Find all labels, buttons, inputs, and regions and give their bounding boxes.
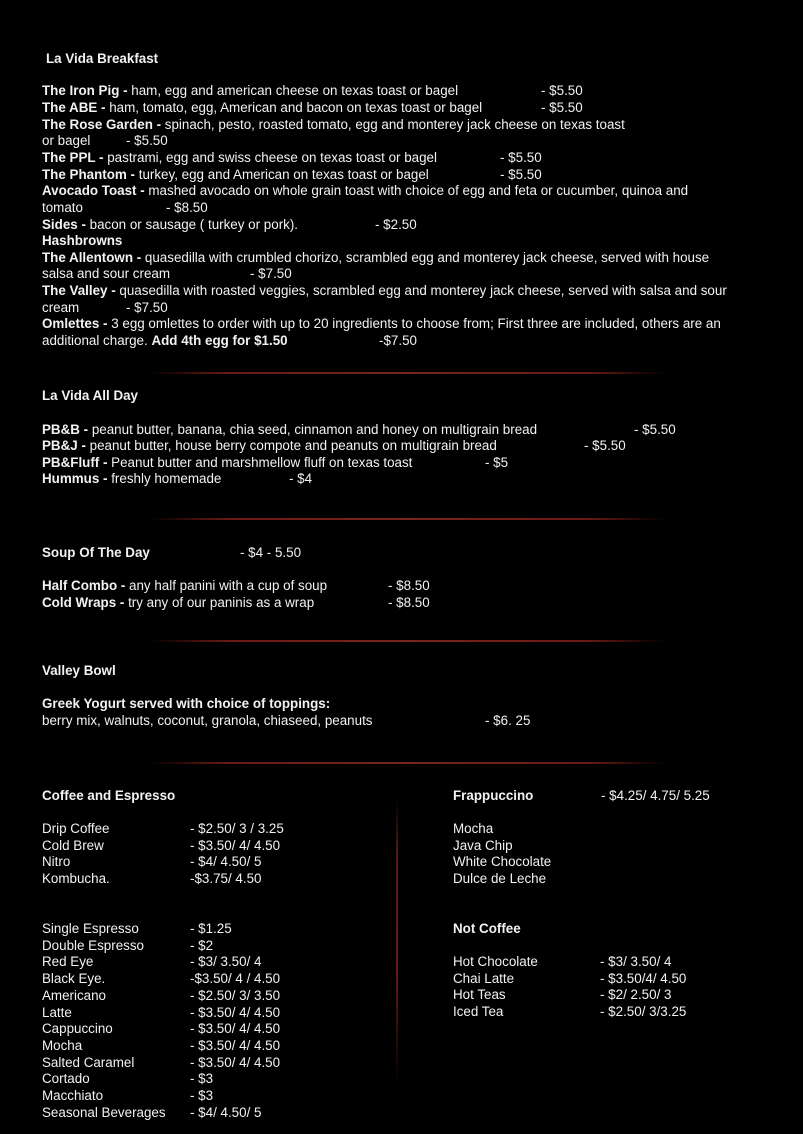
- drink-name: White Chocolate: [453, 854, 552, 870]
- drink-price: - $3: [190, 1071, 214, 1087]
- soup-price: - $4 - 5.50: [240, 545, 302, 560]
- frappuccino-price: - $4.25/ 4.75/ 5.25: [601, 788, 710, 803]
- drink-price: - $3.50/ 4/ 4.50: [190, 1037, 281, 1053]
- drink-price: - $2: [190, 937, 214, 953]
- menu-item: The Phantom - turkey, egg and American on texas toast or bagel - $5.50: [42, 167, 542, 182]
- allday-title: La Vida All Day: [42, 388, 139, 403]
- drink-name: Cold Brew: [42, 837, 104, 853]
- drink-price: - $3/ 3.50/ 4: [600, 954, 672, 969]
- drink-price: - $2/ 2.50/ 3: [600, 987, 672, 1003]
- menu-item-cont: tomato - $8.50: [42, 200, 208, 215]
- menu-item: The PPL - pastrami, egg and swiss cheese on texas toast or bagel - $5.50: [42, 150, 542, 165]
- menu-item: PB&Fluff - Peanut butter and marshmellow fluff on texas toast - $5: [42, 455, 509, 470]
- drink-price: -$3.75/ 4.50: [190, 871, 262, 887]
- drink-name: Macchiato: [42, 1088, 104, 1103]
- drink-name: Cappuccino: [42, 1021, 113, 1037]
- drink-name: Black Eye.: [42, 971, 106, 987]
- drink-name: Iced Tea: [453, 1004, 504, 1020]
- coffee-title: Coffee and Espresso: [42, 788, 176, 803]
- menu-item-cont: cream - $7.50: [42, 300, 168, 315]
- drink-name: Latte: [42, 1004, 72, 1020]
- drink-name: Kombucha.: [42, 871, 110, 887]
- notcoffee-title: Not Coffee: [453, 921, 521, 936]
- bowl-line2: berry mix, walnuts, coconut, granola, chiaseed, peanuts - $6. 25: [42, 713, 531, 728]
- drink-name: Mocha: [453, 821, 494, 836]
- drink-name: Hot Teas: [453, 987, 506, 1003]
- menu-item: Hashbrowns: [42, 233, 123, 248]
- drink-name: Nitro: [42, 854, 71, 870]
- drink-price: - $1.25: [190, 921, 232, 936]
- menu-item: Hummus - freshly homemade - $4: [42, 471, 313, 486]
- drink-price: - $3.50/4/ 4.50: [600, 970, 687, 986]
- drink-price: - $4/ 4.50/ 5: [190, 854, 262, 870]
- menu-item: The Rose Garden - spinach, pesto, roasted tomato, egg and monterey jack cheese on texas toast: [42, 117, 625, 132]
- drink-name: Cortado: [42, 1071, 90, 1087]
- menu-item-cont: salsa and sour cream - $7.50: [42, 266, 292, 281]
- menu-item: The Valley - quasedilla with roasted veggies, scrambled egg and monterey jack cheese, served with salsa and sour: [42, 283, 727, 298]
- drink-price: - $3.50/ 4/ 4.50: [190, 837, 281, 853]
- drink-price: -$3.50/ 4 / 4.50: [190, 971, 281, 987]
- section-divider: [150, 762, 665, 764]
- soup-header: [42, 545, 302, 562]
- drink-price: - $3/ 3.50/ 4: [190, 954, 262, 970]
- section-divider: [150, 518, 665, 520]
- column-divider: [396, 800, 398, 1085]
- drink-name: Hot Chocolate: [453, 954, 538, 969]
- soup-title: Soup Of The Day: [42, 545, 150, 560]
- drink-price: - $3: [190, 1088, 214, 1103]
- drink-price: - $4/ 4.50/ 5: [190, 1104, 262, 1120]
- drink-name: Drip Coffee: [42, 821, 110, 836]
- section-divider: [150, 372, 665, 374]
- drink-name: Double Espresso: [42, 937, 144, 953]
- drink-name: Mocha: [42, 1037, 83, 1053]
- drink-price: - $2.50/ 3/3.25: [600, 1004, 687, 1020]
- menu-item: Avocado Toast - mashed avocado on whole grain toast with choice of egg and feta or cucumber, quinoa and: [42, 183, 689, 198]
- drink-price: - $3.50/ 4/ 4.50: [190, 1054, 281, 1070]
- menu-item: Half Combo - any half panini with a cup of soup - $8.50: [42, 578, 430, 593]
- drink-name: Chai Latte: [453, 970, 515, 986]
- drink-name: Dulce de Leche: [453, 871, 547, 887]
- breakfast-title: La Vida Breakfast: [46, 51, 159, 66]
- bowl-line1: Greek Yogurt served with choice of toppings:: [42, 696, 331, 711]
- menu-item-cont: additional charge. Add 4th egg for $1.50 -$7.50: [42, 333, 417, 348]
- drink-name: Salted Caramel: [42, 1054, 135, 1070]
- menu-item: PB&B - peanut butter, banana, chia seed, cinnamon and honey on multigrain bread - $5.50: [42, 422, 676, 437]
- menu-item: Cold Wraps - try any of our paninis as a wrap - $8.50: [42, 595, 430, 610]
- menu-item: Omlettes - 3 egg omlettes to order with up to 20 ingredients to choose from; First three are included, others are an: [42, 316, 721, 331]
- drink-price: - $2.50/ 3 / 3.25: [190, 821, 284, 836]
- drink-name: Java Chip: [453, 837, 513, 853]
- menu-item: The Iron Pig - ham, egg and american cheese on texas toast or bagel - $5.50: [42, 83, 583, 98]
- drink-price: - $2.50/ 3/ 3.50: [190, 987, 281, 1003]
- menu-item: The Allentown - quasedilla with crumbled chorizo, scrambled egg and monterey jack cheese, served with house: [42, 250, 710, 265]
- drink-price: - $3.50/ 4/ 4.50: [190, 1004, 281, 1020]
- drink-name: Seasonal Beverages: [42, 1104, 166, 1120]
- menu-item: PB&J - peanut butter, house berry compote and peanuts on multigrain bread - $5.50: [42, 438, 626, 453]
- drink-name: Single Espresso: [42, 921, 139, 936]
- drink-price: - $3.50/ 4/ 4.50: [190, 1021, 281, 1037]
- drink-name: Americano: [42, 987, 107, 1003]
- frappuccino-title: Frappuccino: [453, 788, 534, 803]
- menu-item-cont: or bagel - $5.50: [42, 133, 168, 148]
- drink-name: Red Eye: [42, 954, 94, 970]
- bowl-title: Valley Bowl: [42, 663, 116, 678]
- menu-item: Sides - bacon or sausage ( turkey or pork). - $2.50: [42, 217, 417, 232]
- menu-item: The ABE - ham, tomato, egg, American and bacon on texas toast or bagel - $5.50: [42, 100, 583, 115]
- section-divider: [150, 640, 665, 642]
